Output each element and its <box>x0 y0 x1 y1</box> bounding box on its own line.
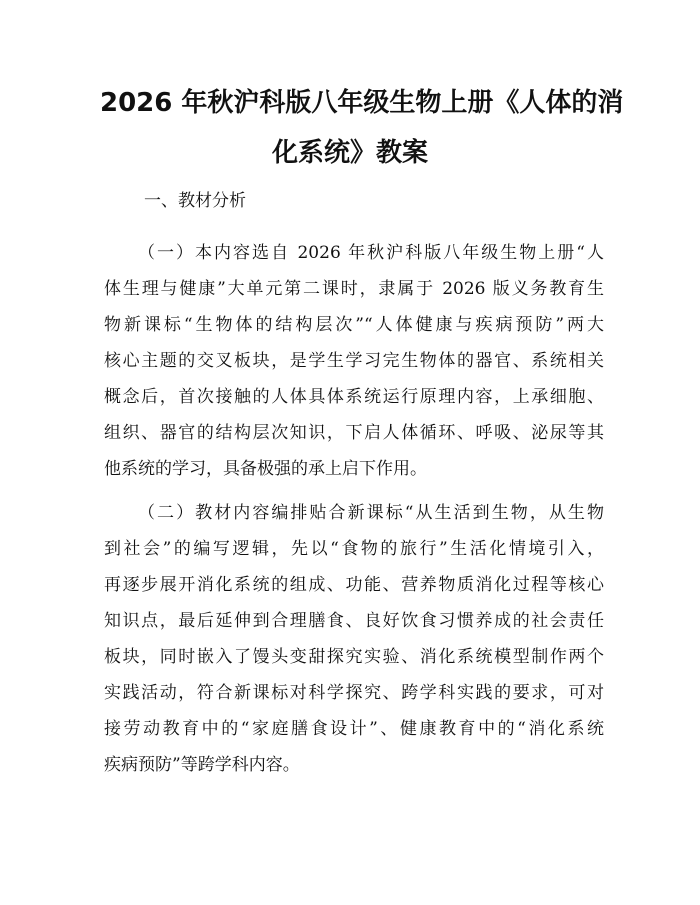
paragraph-line: 概念后，首次接触的人体具体系统运行原理内容，上承细胞、 <box>104 387 604 407</box>
paragraph-content-arrangement <box>104 495 604 783</box>
paragraph-textbook-position <box>104 235 604 487</box>
paragraph-line: （一）本内容选自 2026 年秋沪科版八年级生物上册“人 <box>138 243 604 263</box>
document-title <box>100 78 624 178</box>
paragraph-line: 再逐步展开消化系统的组成、功能、营养物质消化过程等核心 <box>104 575 604 595</box>
title-line: 化系统》教案 <box>271 138 428 168</box>
paragraph-line: 他系统的学习，具备极强的承上启下作用。 <box>104 459 427 479</box>
paragraph-line: 知识点，最后延伸到合理膳食、良好饮食习惯养成的社会责任 <box>104 611 604 631</box>
paragraph-line: 板块，同时嵌入了馒头变甜探究实验、消化系统模型制作两个 <box>104 647 604 667</box>
paragraph-line: 核心主题的交叉板块，是学生学习完生物体的器官、系统相关 <box>104 351 604 371</box>
title-line: 2026 年秋沪科版八年级生物上册《人体的消 <box>100 88 624 118</box>
paragraph-line: 实践活动，符合新课标对科学探究、跨学科实践的要求，可对 <box>104 683 604 703</box>
paragraph-line: 到社会”的编写逻辑，先以“食物的旅行”生活化情境引入， <box>104 539 604 559</box>
paragraph-line: 组织、器官的结构层次知识，下启人体循环、呼吸、泌尿等其 <box>104 423 604 443</box>
paragraph-line: （二）教材内容编排贴合新课标“从生活到生物，从生物 <box>138 503 604 523</box>
paragraph-line: 接劳动教育中的“家庭膳食设计”、健康教育中的“消化系统 <box>104 719 604 739</box>
paragraph-line: 体生理与健康”大单元第二课时，隶属于 2026 版义务教育生 <box>104 279 604 299</box>
section-heading: 一、教材分析 <box>144 191 246 211</box>
paragraph-line: 疾病预防”等跨学科内容。 <box>104 755 300 775</box>
paragraph-line: 物新课标“生物体的结构层次”“人体健康与疾病预防”两大 <box>104 315 604 335</box>
